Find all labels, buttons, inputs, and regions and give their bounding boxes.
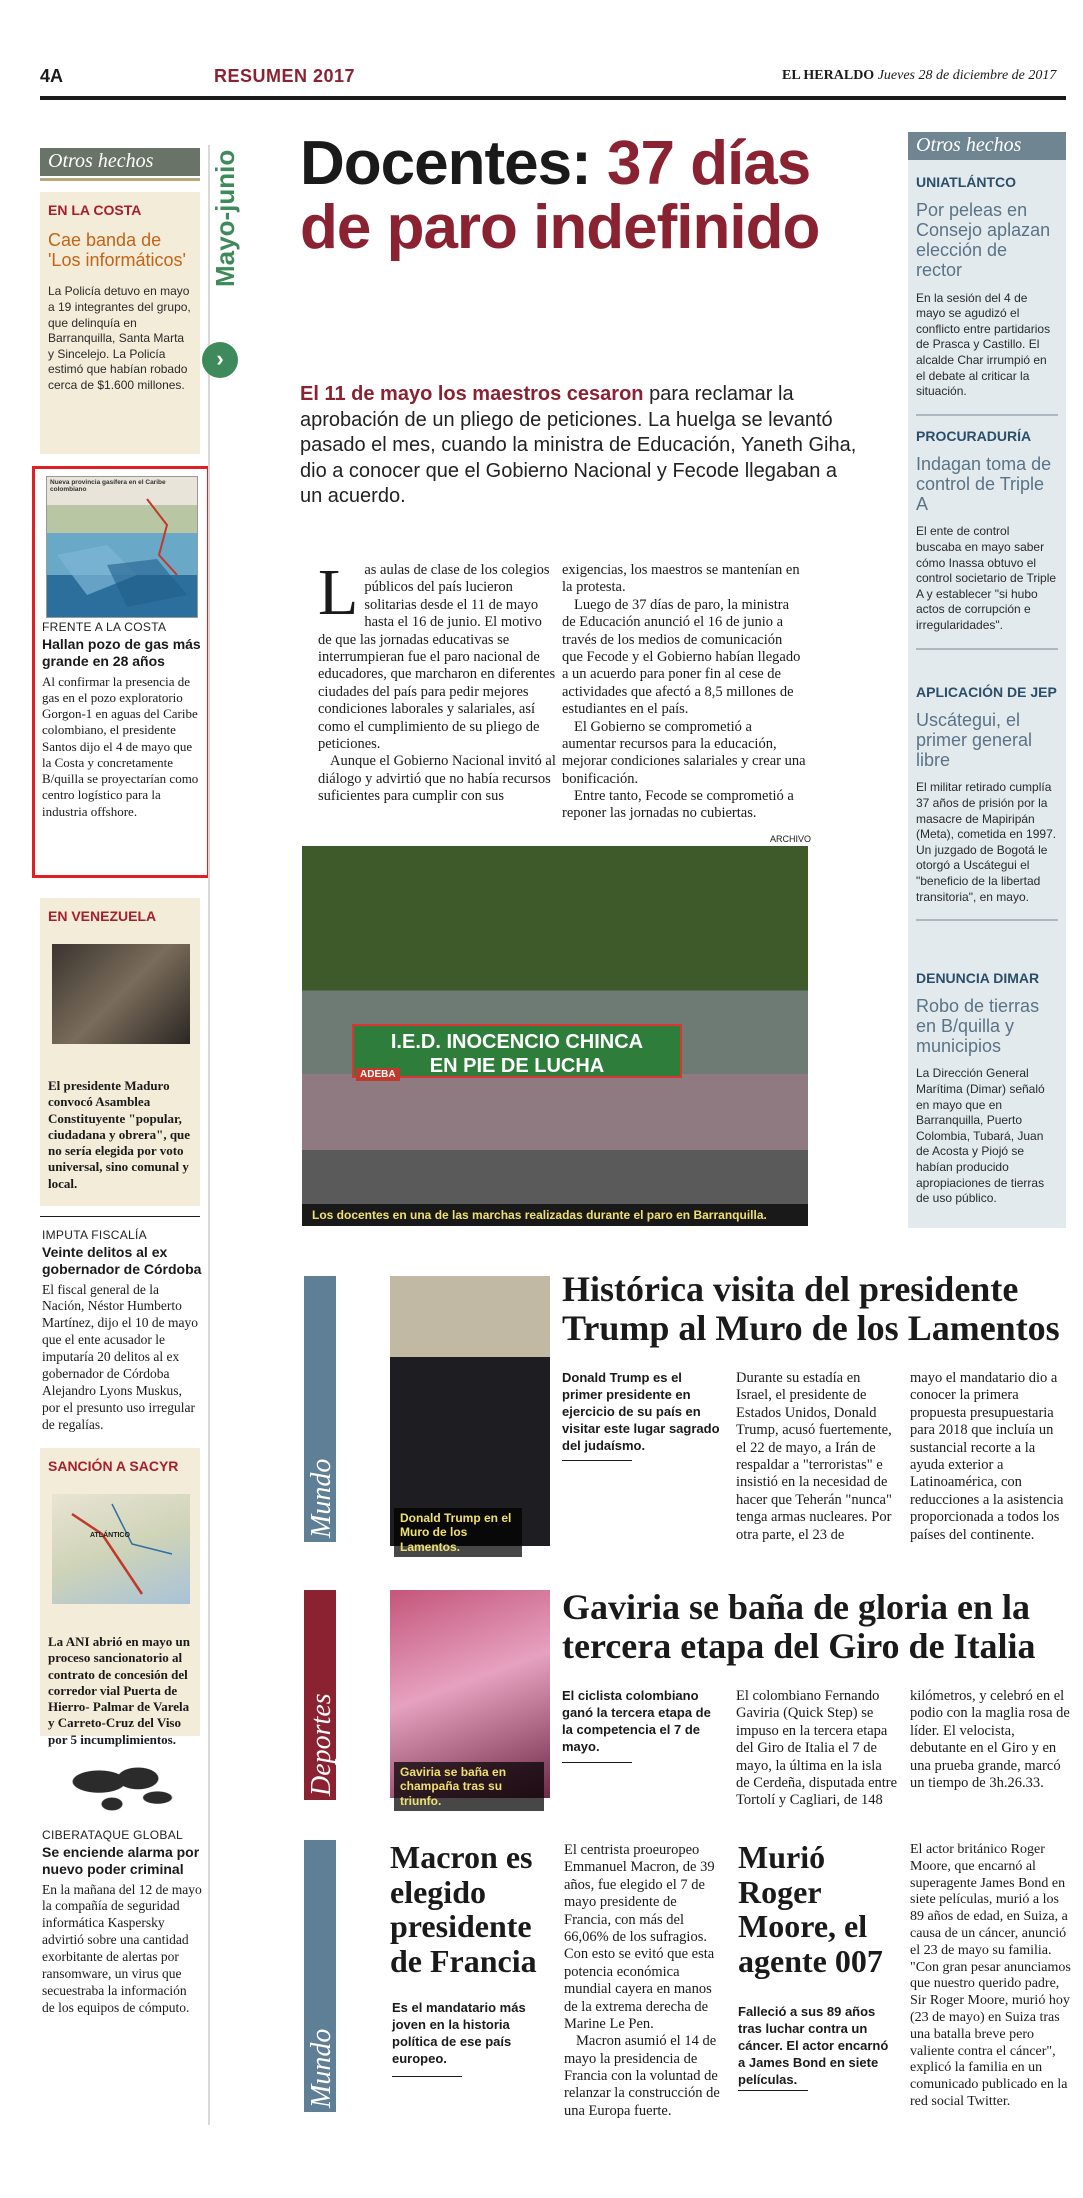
photo-caption: Gaviria se baña en champaña tras su triunfo. <box>394 1762 544 1811</box>
teaser-body: En la mañana del 12 de mayo la compañía de seguridad informática Kaspersky advirtió sobre una cantidad exorbitante de alertas por ransomware, un virus que secuestraba la información de los equipos de cómputo. <box>42 1881 202 2015</box>
teaser-costa <box>40 192 200 454</box>
map-graphic <box>47 495 197 615</box>
lead-rule <box>562 1762 632 1763</box>
teaser-kicker: CIBERATAQUE GLOBAL <box>42 1828 183 1842</box>
protest-banner <box>352 1024 682 1078</box>
moore-headline: Murió Roger Moore, el agente 007 <box>738 1839 883 1979</box>
mayo-junio-label: Mayo-junio <box>210 149 240 287</box>
gaviria-headline: Gaviria se baña de gloria en la tercera etapa del Giro de Italia <box>562 1587 1036 1666</box>
lead-rule <box>738 2090 808 2091</box>
headline-part-rest: días de paro indefinido <box>300 129 820 263</box>
deck-highlight: El 11 de mayo los maestros cesaron <box>300 383 644 405</box>
lead-rule <box>392 2076 462 2077</box>
body-text: El Gobierno se comprometió a aumentar recursos para la educación, mejorar condiciones salariales y crear una bonificación. <box>562 718 806 787</box>
page-number: 4A <box>40 66 64 86</box>
column-rule <box>208 145 210 2125</box>
right-item-headline: Por peleas en Consejo aplazan elección de rector <box>916 200 1051 281</box>
moore-lead: Falleció a sus 89 años tras luchar contra un cáncer. El actor encarnó a James Bond en siete películas. <box>738 2004 889 2087</box>
teaser-gas <box>42 620 202 820</box>
strip-label: Deportes <box>306 1693 337 1796</box>
right-item-body: El militar retirado cumplía 37 años de prisión por la masacre de Mapiripán (Meta), cometida en 1997. Un juzgado de Bogotá le otorgó a Uscátegui el "beneficio de la libertad transitoria", en mayo. <box>916 780 1057 904</box>
macron-body <box>564 1842 724 2120</box>
strip-label: Mundo <box>306 1458 337 1538</box>
teaser-fiscalia <box>42 1228 202 1433</box>
left-otros-hechos-header: Otros hechos <box>40 148 200 176</box>
teaser-headline: Veinte delitos al ex gobernador de Córdoba <box>42 1244 202 1277</box>
macron-headline: Macron es elegido presidente de Francia <box>390 1839 537 1979</box>
trump-headline: Histórica visita del presidente Trump al Muro de los Lamentos <box>562 1269 1060 1348</box>
teaser-ciberataque <box>42 1828 202 2017</box>
main-body-col2 <box>562 562 806 823</box>
teaser-headline: Cae banda de 'Los informáticos' <box>48 230 186 271</box>
right-item-separator <box>916 414 1058 416</box>
right-item <box>916 684 1058 921</box>
right-item-body: El ente de control buscaba en mayo saber cómo Inassa obtuvo el control societario de Triple A y establecer "si hubo actos de corrupción e irregularidades". <box>916 524 1057 633</box>
section-title: RESUMEN 2017 <box>214 66 356 86</box>
map-graphic <box>52 1494 190 1604</box>
right-item-kicker: UNIATLÁNTCO <box>916 174 1017 190</box>
maduro-photo <box>52 944 190 1044</box>
teaser-headline: Hallan pozo de gas más grande en 28 años <box>42 636 201 669</box>
body-text: El centrista proeuropeo Emmanuel Macron, de 39 años, fue elegido el 7 de mayo presidente de Francia, con más del 66,06% de los sufragios. Con esto se evitó que esta potencia económica mundial cayera en manos de la extrema derecha de Marine Le Pen. <box>564 1842 715 2032</box>
gaviria-lead: El ciclista colombiano ganó la tercera etapa de la competencia el 7 de mayo. <box>562 1688 711 1754</box>
vertical-section-label <box>200 132 244 292</box>
teaser-kicker: EN LA COSTA <box>48 202 142 218</box>
body-text: Aunque el Gobierno Nacional invitó al diálogo y advirtió que no había recursos suficientes para cumplir con sus <box>318 753 556 805</box>
right-item-separator <box>916 648 1058 650</box>
teaser-kicker: SANCIÓN A SACYR <box>48 1458 179 1474</box>
trump-photo <box>390 1276 550 1554</box>
arrow-icon: › <box>202 342 238 378</box>
section-strip-mundo <box>304 1276 336 1542</box>
headline-part-black: Docentes: <box>300 129 591 198</box>
trump-lead: Donald Trump es el primer presidente en ejercicio de su país en visitar este lugar sagrado del judaísmo. <box>562 1370 720 1453</box>
left-divider <box>40 1216 200 1217</box>
teaser-body: La ANI abrió en mayo un proceso sancionatorio al contrato de concesión del corredor vial Puerta de Hierro- Palmar de Varela y Carreto-Cruz del Viso por 5 incumplimientos. <box>48 1634 190 1747</box>
header-rule <box>40 96 1066 100</box>
body-text: as aulas de clase de los colegios públicos del país lucieron solitarias desde el 11 de mayo hasta el 16 de junio. El motivo de que las jornadas educativas se interrumpieran fue el paro nacional de educadores, que marcharon en diferentes ciudades del país para pedir mejores condiciones laborales y salariales, así como el cumplimiento de su pliego de peticiones. <box>318 562 556 752</box>
teaser-body: Al confirmar la presencia de gas en el pozo exploratorio Gorgon-1 en aguas del Caribe colombiano, el presidente Santos dijo el 4 de mayo que la Costa y concretamente B/quilla se proyectarían como centro logístico para la industria offshore. <box>42 673 199 819</box>
gaviria-body-col2: El colombiano Fernando Gaviria (Quick Step) se impuso en la tercera etapa del Giro de Italia el 7 de mayo, la última en la isla de Cerdeña, disputada entre Tortolí y Cagliari, de 148 <box>736 1688 898 1809</box>
right-item-body: En la sesión del 4 de mayo se agudizó el conflicto entre partidarios de Prasca y Castillo. El alcalde Char irrumpió en el debate al criticar la situación. <box>916 290 1051 399</box>
dropcap: L <box>318 556 359 629</box>
strip-label: Mundo <box>306 2028 337 2108</box>
section-strip-deportes <box>304 1590 336 1800</box>
right-item-headline: Indagan toma de control de Triple A <box>916 454 1052 515</box>
teaser-headline: Se enciende alarma por nuevo poder criminal <box>42 1844 200 1877</box>
trump-body-col2: Durante su estadía en Israel, el presidente de Estados Unidos, Donald Trump, acusó fuertemente, el 22 de mayo, a Irán de respaldar a "terroristas" e insistió en la necesidad de hacer que Teherán "nunca" tenga armas nucleares. Por otra parte, el 23 de <box>736 1370 892 1543</box>
body-text: Macron asumió el 14 de mayo la presidencia de Francia con la voluntad de relanzar la construcción de una Europa fuerte. <box>564 2033 720 2119</box>
teaser-kicker: FRENTE A LA COSTA <box>42 620 167 634</box>
world-map-graphic <box>60 1756 190 1820</box>
macron-lead: Es el mandatario más joven en la historia política de ese país europeo. <box>392 2000 526 2066</box>
right-item <box>916 428 1058 650</box>
gaviria-photo <box>390 1590 550 1808</box>
main-headline <box>300 129 860 263</box>
banner-line-1: I.E.D. INOCENCIO CHINCA <box>390 1031 644 1053</box>
teaser-body: La Policía detuvo en mayo a 19 integrantes del grupo, que delinquía en Barranquilla, Santa Marta y Sincelejo. La Policía estimó que habían robado cerca de $1.600 millones. <box>48 284 191 392</box>
right-item-headline: Uscátegui, el primer general libre <box>916 710 1033 771</box>
teaser-kicker: IMPUTA FISCALÍA <box>42 1228 147 1242</box>
masthead-dateline <box>782 68 1056 84</box>
teaser-body: El fiscal general de la Nación, Néstor Humberto Martínez, dijo el 10 de mayo que el ente acusador le imputaría 20 delitos al ex gobernador de Córdoba Alejandro Lyons Muskus, por el presunto uso irregular de regalías. <box>42 1281 198 1432</box>
teachers-march-photo <box>302 846 808 1226</box>
gas-province-map <box>46 476 198 618</box>
banner-line-2: EN PIE DE LUCHA <box>429 1055 605 1077</box>
main-deck <box>300 382 860 510</box>
right-item-kicker: PROCURADURÍA <box>916 428 1032 444</box>
road-corridor-map <box>52 1494 190 1604</box>
map-label: ATLÁNTICO <box>90 1532 130 1539</box>
right-item <box>916 970 1058 1207</box>
lead-rule <box>562 1460 632 1461</box>
right-item-body: La Dirección General Marítima (Dimar) señaló en mayo que en Barranquilla, Puerto Colombia, Tubará, Juan de Acosta y Piojó se habían producido apropiaciones de tierras de uso público. <box>916 1066 1045 1206</box>
right-item-headline: Robo de tierras en B/quilla y municipios <box>916 996 1040 1057</box>
right-item-separator <box>916 919 1058 921</box>
issue-date: Jueves 28 de diciembre de 2017 <box>877 68 1057 83</box>
map-title: Nueva provincia gasífera en el Caribe colombiano <box>50 479 166 493</box>
headline-part-red: 37 <box>606 129 674 198</box>
moore-body: El actor británico Roger Moore, que encarnó al superagente James Bond en siete películas, murió a los 89 años de edad, en Suiza, a causa de un cáncer, anunció el 23 de mayo su familia. "Con gran pesar anunciamos que nuestro querido padre, Sir Roger Moore, murió hoy (23 de mayo) en Suiza tras una batalla breve pero valiente contra el cáncer", explicó la familia en un comunicado publicado en la red social Twitter. <box>910 1842 1071 2109</box>
trump-body-col3: mayo el mandatario dio a conocer la primera propuesta presupuestaria para 2018 que incluía un sustancial recorte a la ayuda exterior a Latinoamérica, con reducciones a la asistencia proporcionada a todos los países del continente. <box>910 1370 1064 1543</box>
photo-caption: Donald Trump en el Muro de los Lamentos. <box>394 1508 522 1557</box>
right-item-kicker: APLICACIÓN DE JEP <box>916 684 1057 700</box>
left-header-underline <box>40 178 200 181</box>
body-text: exigencias, los maestros se mantenían en la protesta. <box>562 562 800 596</box>
body-text: Entre tanto, Fecode se comprometió a reponer las jornadas no cubiertas. <box>562 788 794 822</box>
photo-caption: Los docentes en una de las marchas realizadas durante el paro en Barranquilla. <box>302 1204 808 1226</box>
deck-text: para reclamar la aprobación de un pliego de peticiones. La huelga se levantó pasado el mes, cuando la ministra de Educación, Yaneth Giha, dio a conocer que el Gobierno Nacional y Fecode llegaban a un acuerdo. <box>300 383 857 508</box>
photo-credit: ARCHIVO <box>770 834 812 844</box>
banner-tag: ADEBA <box>356 1068 400 1081</box>
right-item-kicker: DENUNCIA DIMAR <box>916 970 1040 986</box>
gaviria-body-col3: kilómetros, y celebró en el podio con la maglia rosa de líder. El velocista, debutante en el Giro y en una prueba grande, marcó un tiempo de 3h.26.33. <box>910 1688 1070 1791</box>
body-text: Luego de 37 días de paro, la ministra de Educación anunció el 16 de junio a través de los medios de comunicación que Fecode y el Gobierno habían llegado a un acuerdo para poner fin al cese de actividades que afectó a 8,5 millones de estudiantes en el país. <box>562 596 801 718</box>
paper-name: EL HERALDO <box>782 68 875 83</box>
right-item <box>916 174 1058 416</box>
teaser-kicker: EN VENEZUELA <box>48 908 157 924</box>
teaser-body: El presidente Maduro convocó Asamblea Constituyente "popular, ciudadana y obrera", que no sería elegida por voto universal, sino comunal y local. <box>48 1078 191 1191</box>
section-strip-mundo <box>304 1840 336 2112</box>
main-body-col1 <box>318 556 558 805</box>
right-otros-hechos-header: Otros hechos <box>908 132 1066 160</box>
